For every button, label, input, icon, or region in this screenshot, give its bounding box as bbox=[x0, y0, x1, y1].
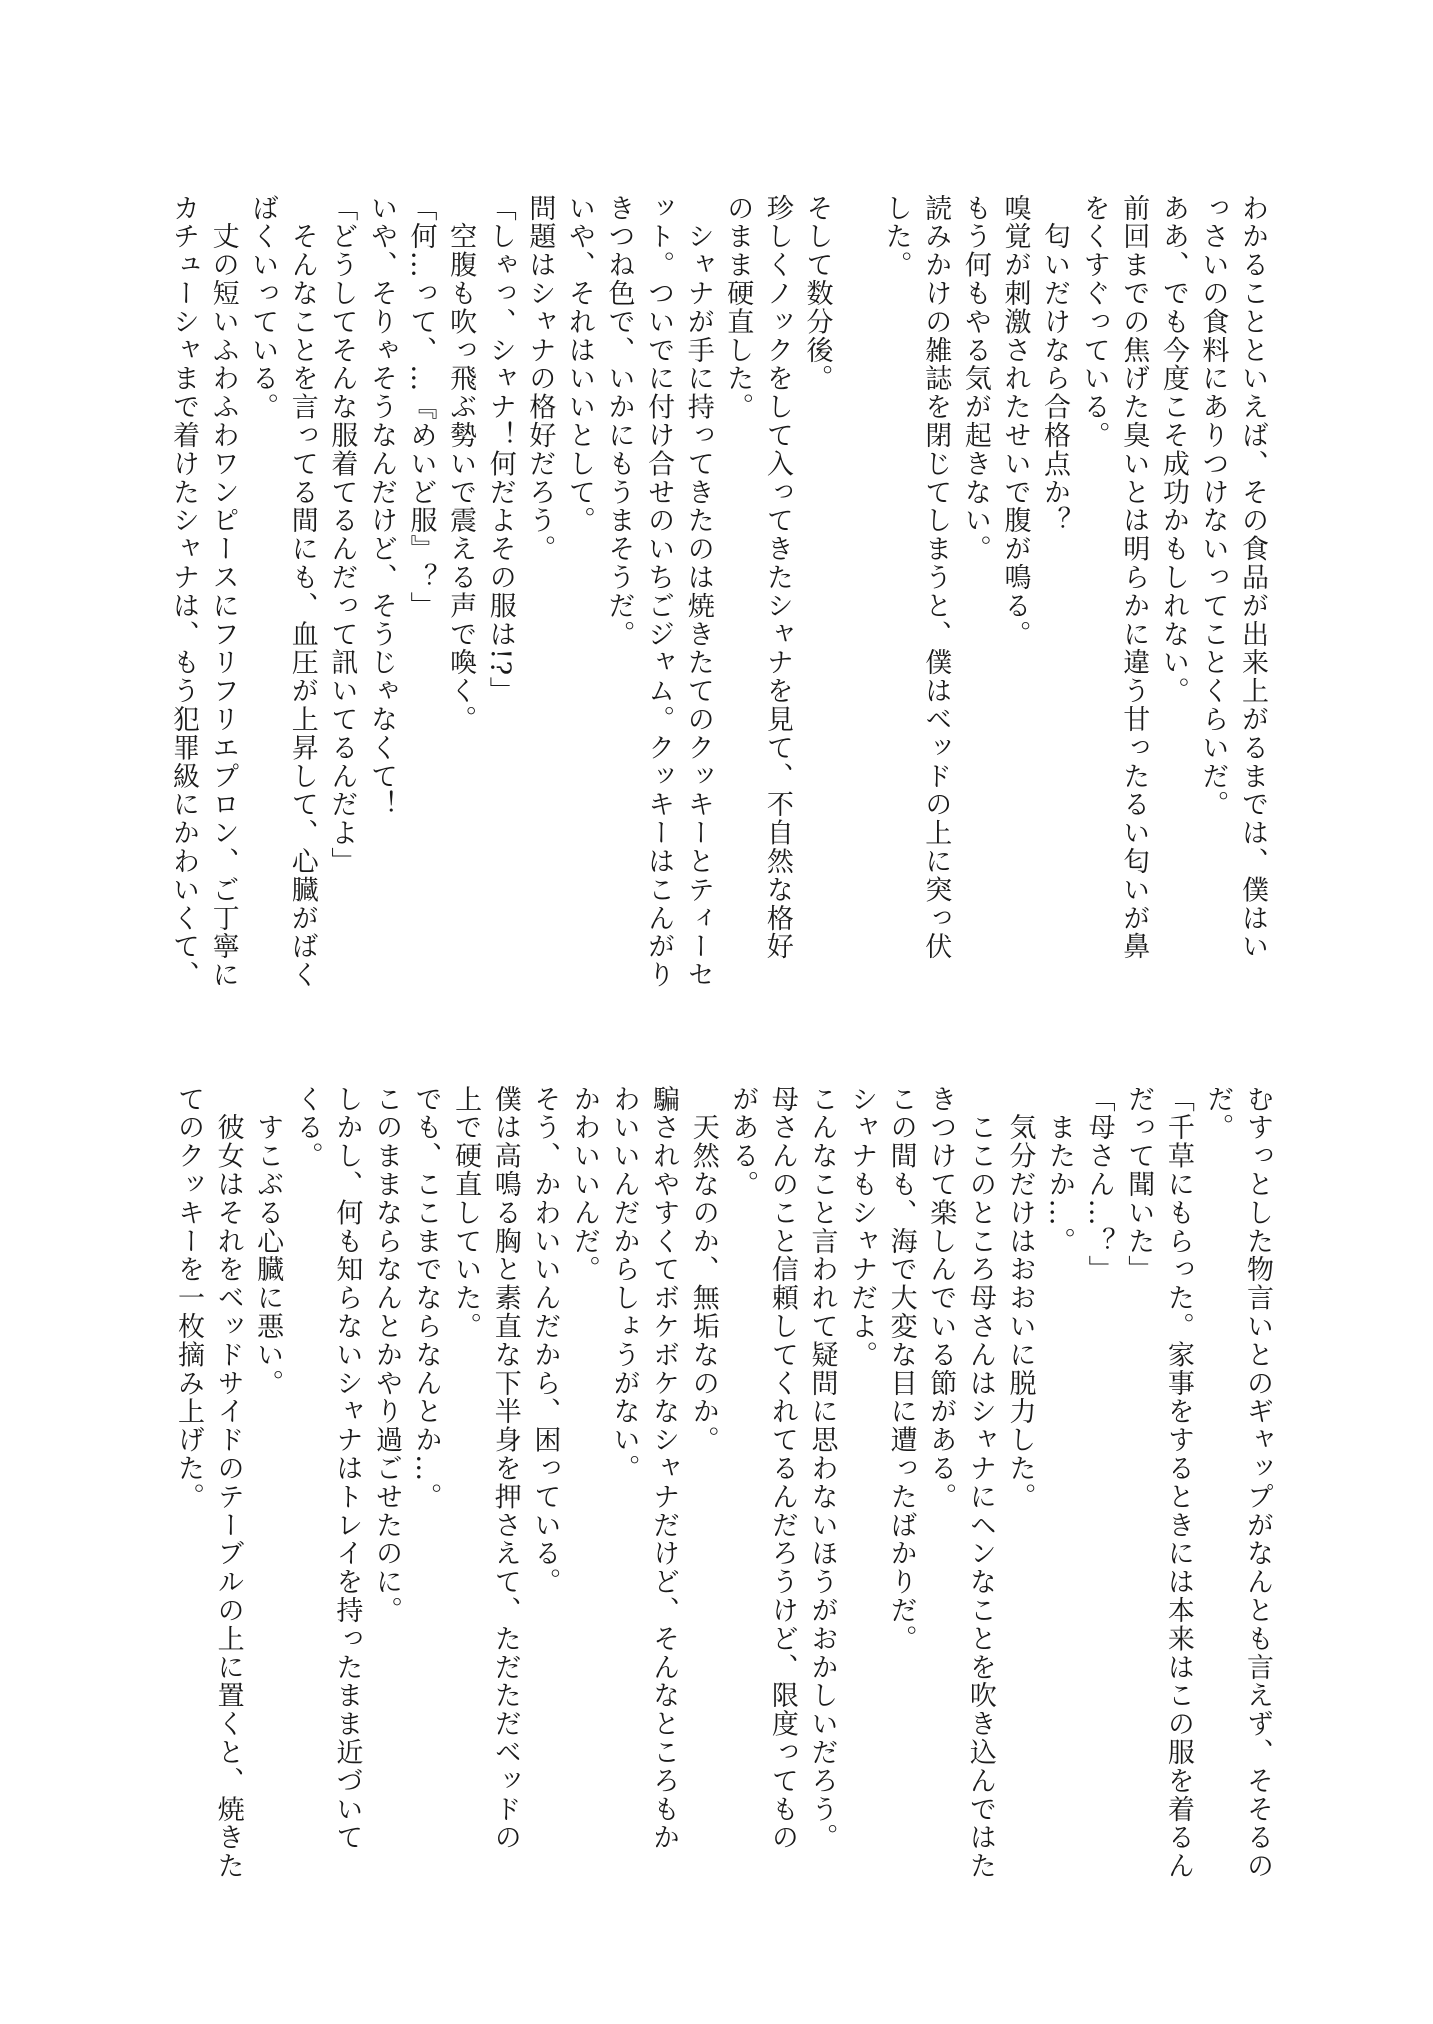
text-line: そんなことを言ってる間にも、血圧が上昇して、心臓がばく bbox=[286, 194, 318, 990]
text-line: ット。ついでに付け合せのいちごジャム。クッキーはこんがり bbox=[643, 194, 675, 990]
text-line: ああ、でも今度こそ成功かもしれない。 bbox=[1157, 194, 1189, 706]
text-line: もう何もやる気が起きない。 bbox=[959, 194, 991, 564]
text-line: 丈の短いふわふわワンピースにフリフリエプロン、ご丁寧に bbox=[207, 194, 239, 990]
text-line: のまま硬直した。 bbox=[722, 194, 754, 422]
text-line: 気分だけはおおいに脱力した。 bbox=[1004, 1085, 1036, 1511]
text-line: しかし、何も知らないシャナはトレイを持ったまま近づいて bbox=[331, 1085, 363, 1852]
text-line: わかることといえば、その食品が出来上がるまでは、僕はい bbox=[1237, 194, 1268, 961]
text-line: 「しゃっ、シャナ！何だよその服は!?」 bbox=[484, 194, 516, 705]
text-block-top bbox=[163, 194, 1272, 989]
text-line: 「何…って、…『めいど服』？」 bbox=[405, 194, 437, 620]
text-line: 上で硬直していた。 bbox=[450, 1085, 482, 1341]
text-line: 天然なのか、無垢なのか。 bbox=[687, 1085, 719, 1455]
text-line: した。 bbox=[880, 194, 912, 280]
text-line: 「どうしてそんな服着てるんだって訊いてるんだよ」 bbox=[326, 194, 358, 876]
text-line: 前回までの焦げた臭いとは明らかに違う甘ったるい匂いが鼻 bbox=[1118, 194, 1150, 961]
text-line: きつけて楽しんでいる節がある。 bbox=[925, 1085, 957, 1511]
text-line: がある。 bbox=[727, 1085, 759, 1199]
text-line: ばくいっている。 bbox=[247, 194, 279, 422]
text-block-bottom bbox=[168, 1085, 1277, 1880]
text-line: このままならなんとかやり過ごせたのに。 bbox=[370, 1085, 402, 1625]
text-line: 嗅覚が刺激されたせいで腹が鳴る。 bbox=[999, 194, 1031, 649]
text-line: いや、それはいいとして。 bbox=[563, 194, 595, 535]
text-line: むすっとした物言いとのギャップがなんとも言えず、そそるの bbox=[1242, 1085, 1273, 1881]
text-line: 僕は高鳴る胸と素直な下半身を押さえて、ただただベッドの bbox=[489, 1085, 521, 1852]
text-line: くる。 bbox=[291, 1085, 323, 1171]
text-line: 珍しくノックをして入ってきたシャナを見て、不自然な格好 bbox=[761, 194, 793, 961]
text-line: そう、かわいいんだから、困っている。 bbox=[529, 1085, 561, 1597]
text-line: カチューシャまで着けたシャナは、もう犯罪級にかわいくて、 bbox=[167, 194, 199, 990]
text-line: すこぶる心臓に悪い。 bbox=[252, 1085, 284, 1398]
text-line: シャナもシャナだよ。 bbox=[846, 1085, 878, 1369]
text-line: 問題はシャナの格好だろう。 bbox=[524, 194, 556, 564]
text-line: この間も、海で大変な目に遭ったばかりだ。 bbox=[885, 1085, 917, 1653]
text-line: をくすぐっている。 bbox=[1078, 194, 1110, 450]
text-line: こんなこと言われて疑問に思わないほうがおかしいだろう。 bbox=[806, 1085, 838, 1852]
text-line: ここのところ母さんはシャナにヘンなことを吹き込んではた bbox=[964, 1085, 996, 1881]
text-line: 読みかけの雑誌を閉じてしまうと、僕はベッドの上に突っ伏 bbox=[920, 194, 952, 961]
text-line: 母さんのこと信頼してくれてるんだろうけど、限度ってもの bbox=[766, 1085, 798, 1852]
text-line: かわいいんだ。 bbox=[568, 1085, 600, 1284]
text-line: きつね色で、いかにもうまそうだ。 bbox=[603, 194, 635, 649]
text-line: わいいんだからしょうがない。 bbox=[608, 1085, 640, 1483]
text-line: シャナが手に持ってきたのは焼きたてのクッキーとティーセ bbox=[682, 194, 714, 990]
text-line: 空腹も吹っ飛ぶ勢いで震える声で喚く。 bbox=[445, 194, 477, 734]
text-line bbox=[836, 194, 876, 989]
text-line: そして数分後。 bbox=[801, 194, 833, 393]
text-line: でも、ここまでならなんとか…。 bbox=[410, 1085, 442, 1511]
text-line: いや、そりゃそうなんだけど、そうじゃなくて！ bbox=[365, 194, 397, 819]
text-line: っさいの食料にありつけないってことくらいだ。 bbox=[1197, 194, 1229, 819]
text-line: またか…。 bbox=[1044, 1085, 1076, 1256]
text-line: 彼女はそれをベッドサイドのテーブルの上に置くと、焼きた bbox=[212, 1085, 244, 1881]
text-line: てのクッキーを一枚摘み上げた。 bbox=[172, 1085, 204, 1511]
text-line: だって聞いた」 bbox=[1123, 1085, 1155, 1284]
text-line: 匂いだけなら合格点か？ bbox=[1039, 194, 1071, 535]
text-line: 「母さん…？」 bbox=[1083, 1085, 1115, 1284]
text-line: だ。 bbox=[1202, 1085, 1234, 1142]
text-line: 騙されやすくてボケボケなシャナだけど、そんなところもか bbox=[648, 1085, 680, 1852]
text-line: 「千草にもらった。家事をするときには本来はこの服を着るん bbox=[1162, 1085, 1194, 1881]
